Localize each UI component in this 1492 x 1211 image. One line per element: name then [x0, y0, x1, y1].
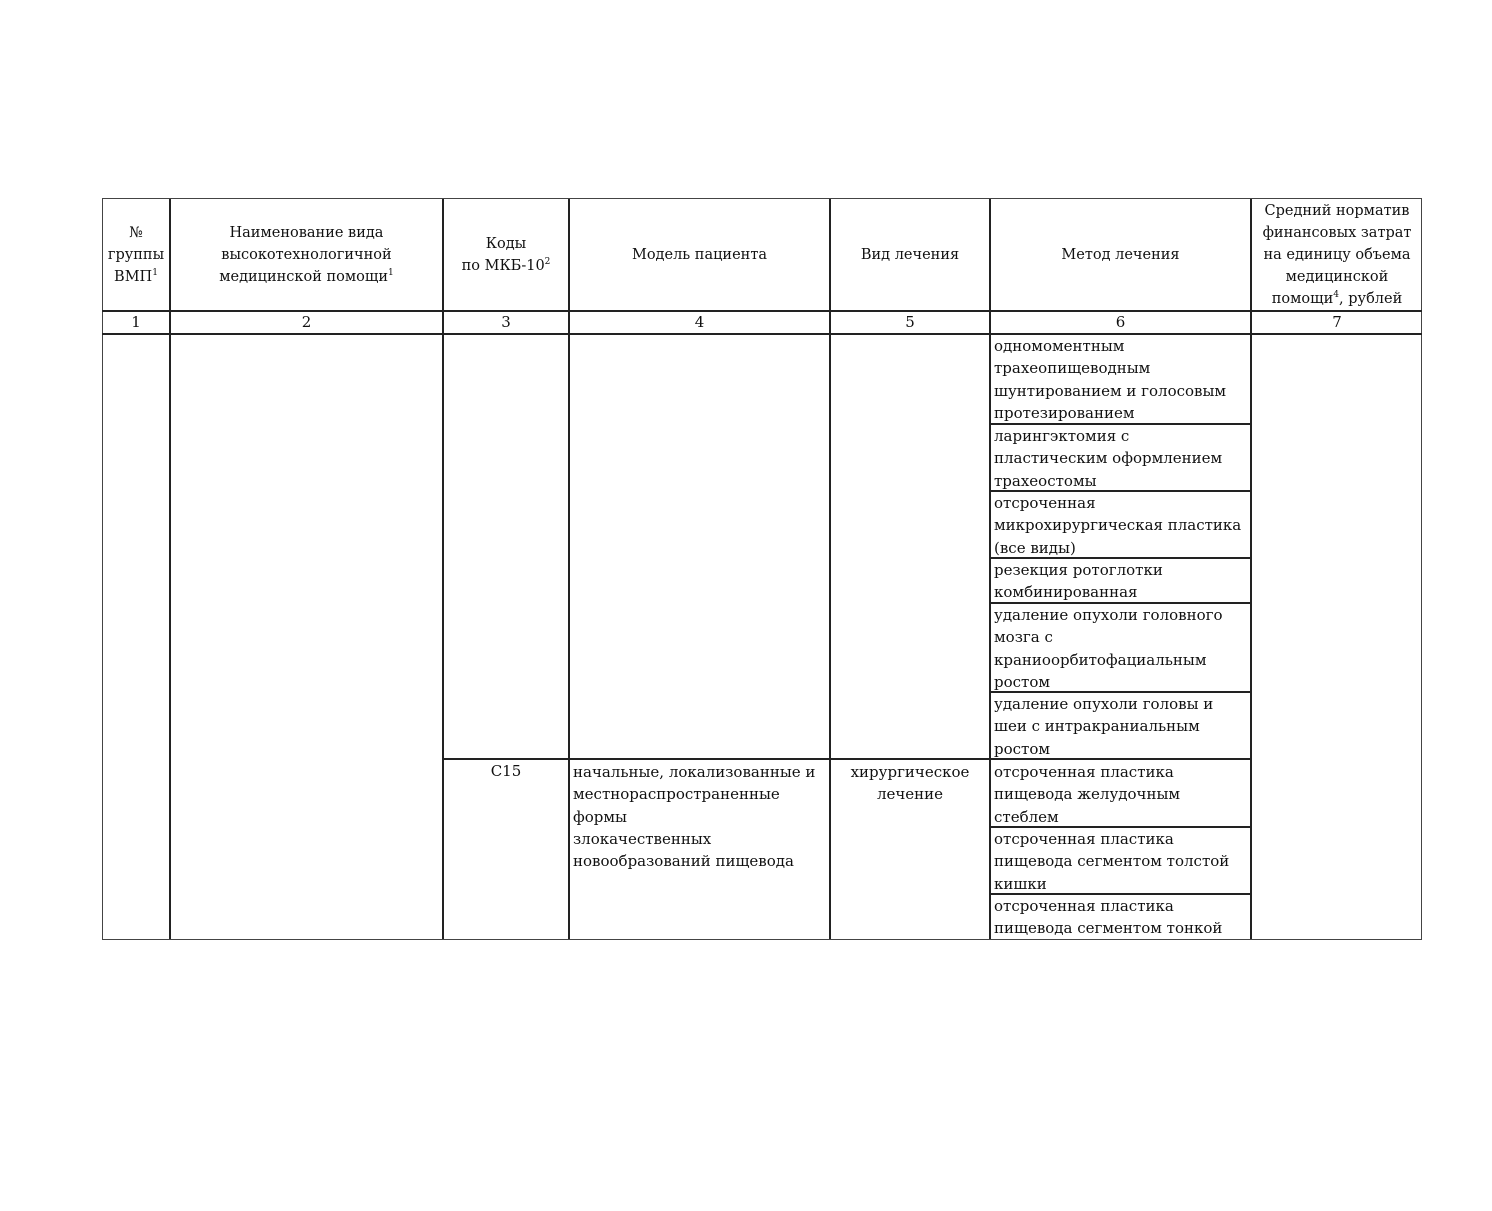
header-text: помощи — [1271, 290, 1334, 307]
text-line: трахеопищеводным — [994, 359, 1151, 378]
text-line: пищевода желудочным — [994, 785, 1181, 804]
text-line: лечение — [876, 785, 944, 804]
text-line: микрохирургическая пластика — [994, 516, 1242, 535]
text-line: краниоорбитофациальным — [994, 650, 1207, 669]
method-cell — [991, 492, 1250, 559]
text-line: удаление опухоли головного — [994, 606, 1223, 624]
header-text: Коды — [485, 235, 527, 252]
icd-code: C15 — [490, 762, 522, 780]
header-text: группы — [107, 246, 165, 263]
text-line: злокачественных — [573, 829, 712, 848]
column-number: 6 — [1115, 313, 1126, 331]
text-line: шунтированием и голосовым — [994, 381, 1227, 400]
text-line: пищевода сегментом тонкой — [994, 919, 1223, 938]
text-line: отсроченная — [994, 494, 1096, 512]
vmp-table — [102, 198, 1422, 940]
header-text: Вид лечения — [860, 246, 960, 263]
text-line: начальные, локализованные и — [573, 763, 816, 781]
treatment-type — [831, 761, 989, 806]
text-line: резекция ротоглотки — [994, 561, 1163, 579]
method-cell — [991, 828, 1250, 895]
text-line: (все виды) — [994, 538, 1076, 557]
header-text: № — [129, 224, 143, 241]
header-text — [108, 266, 164, 288]
header-vmp-name — [171, 199, 442, 310]
text-line: пищевода сегментом толстой — [994, 852, 1230, 871]
header-text: Наименование вида — [229, 224, 384, 241]
text-line: мозга с — [994, 628, 1053, 647]
header-treatment-method — [991, 199, 1250, 310]
header-text: ВМП — [114, 268, 153, 285]
column-number: 1 — [131, 313, 141, 331]
header-text: медицинской помощи — [219, 268, 389, 285]
method-cell — [991, 425, 1250, 492]
text-line: ростом — [994, 739, 1051, 758]
header-text: Модель пациента — [631, 246, 767, 263]
text-line: протезированием — [994, 403, 1135, 422]
header-treatment-type — [831, 199, 989, 310]
column-number: 4 — [694, 313, 705, 331]
method-cell — [991, 604, 1250, 693]
text-line: комбинированная — [994, 583, 1138, 602]
text-line: формы — [573, 807, 627, 826]
text-line: ростом — [994, 672, 1051, 691]
header-cost-standard — [1252, 199, 1422, 310]
header-text: по МКБ-10 — [461, 257, 545, 274]
header-text: на единицу объема — [1263, 246, 1411, 263]
text-line: новообразований пищевода — [573, 852, 794, 871]
header-text — [462, 255, 551, 277]
text-line: отсроченная пластика — [994, 763, 1174, 781]
patient-model — [572, 761, 828, 872]
header-text: Метод лечения — [1061, 246, 1180, 263]
footnote-marker: 1 — [152, 267, 158, 278]
text-line: шеи с интракраниальным — [994, 717, 1200, 736]
header-text: Средний норматив — [1264, 202, 1410, 219]
header-text — [1263, 288, 1412, 310]
method-cell — [991, 895, 1250, 940]
column-number: 2 — [301, 313, 312, 331]
text-line: отсроченная пластика — [994, 830, 1174, 848]
footnote-marker: 2 — [544, 256, 551, 267]
header-text: медицинской — [1285, 268, 1389, 285]
method-cell — [991, 761, 1250, 828]
text-line: пластическим оформлением — [994, 449, 1223, 468]
text-line: ларингэктомия с — [994, 427, 1130, 445]
method-cell — [991, 335, 1250, 424]
text-line: местнораспространенные — [573, 785, 780, 804]
footnote-marker: 1 — [388, 267, 394, 278]
text-line: удаление опухоли головы и — [994, 695, 1214, 713]
header-text: , рублей — [1339, 290, 1403, 307]
column-number: 7 — [1332, 313, 1342, 331]
header-text: высокотехнологичной — [221, 246, 392, 263]
text-line: трахеостомы — [994, 471, 1097, 490]
text-line: одномоментным — [994, 337, 1125, 355]
text-line: хирургическое — [850, 763, 970, 781]
header-text — [219, 266, 394, 288]
method-cell — [991, 559, 1250, 604]
text-line: стеблем — [994, 807, 1059, 826]
header-patient-model — [570, 199, 829, 310]
text-line: кишки — [994, 874, 1047, 893]
footnote-marker: 4 — [1333, 289, 1340, 300]
method-cell — [991, 693, 1250, 760]
header-text: финансовых затрат — [1262, 224, 1412, 241]
column-number: 5 — [905, 313, 915, 331]
header-group-number — [103, 199, 169, 310]
header-icd-codes — [444, 199, 568, 310]
column-number: 3 — [501, 313, 511, 331]
text-line: отсроченная пластика — [994, 897, 1174, 915]
